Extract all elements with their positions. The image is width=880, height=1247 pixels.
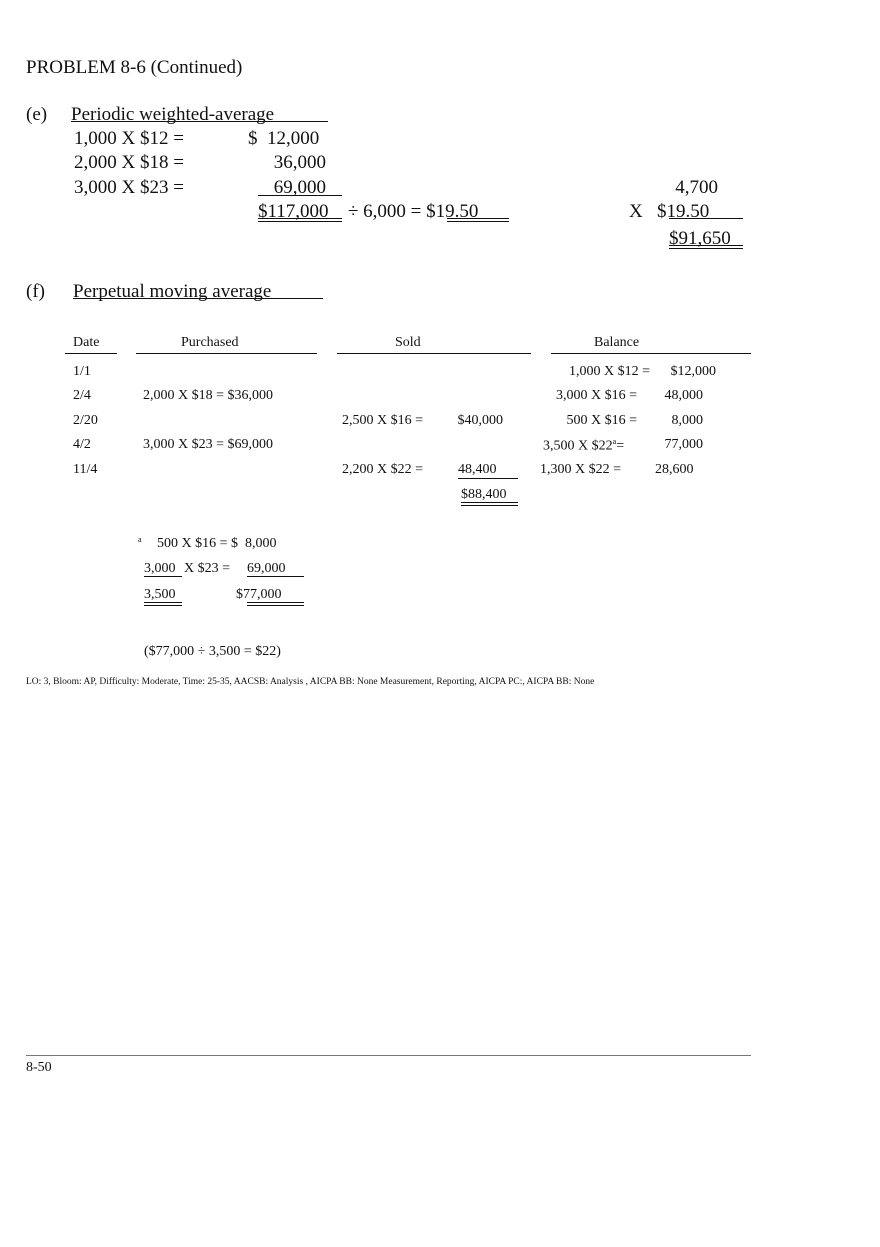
footnote-line-1: 500 X $16 = $ 8,000 xyxy=(157,536,277,551)
part-e-heading: Periodic weighted-average xyxy=(71,104,275,125)
col-rule-sold xyxy=(337,353,531,354)
footer-rule xyxy=(26,1055,751,1056)
sold-total: $88,400 xyxy=(461,487,507,502)
table-row-1-balance-amount: $12,000 xyxy=(670,364,716,379)
part-e-times: X xyxy=(629,201,643,222)
part-e-result: $91,650 xyxy=(669,228,731,249)
footnote-a-marker: a xyxy=(138,535,142,544)
col-header-balance: Balance xyxy=(594,335,640,350)
table-row-5-sold-amount: 48,400 xyxy=(458,462,497,477)
part-e-row-3-amount: 69,000 xyxy=(273,177,326,198)
table-row-5-balance-calc: 1,300 X $22 = xyxy=(540,462,622,477)
table-row-3-sold-calc: 2,500 X $16 = xyxy=(342,413,424,428)
table-row-5-date: 11/4 xyxy=(73,462,98,477)
footnote-line-3-amount: $77,000 xyxy=(236,587,282,602)
col-rule-date xyxy=(65,353,117,354)
part-e-result-double-underline xyxy=(669,245,743,249)
table-row-3-balance-amount: 8,000 xyxy=(671,413,703,428)
footnote-average-calc: ($77,000 ÷ 3,500 = $22) xyxy=(144,644,281,659)
table-row-1-balance-calc: 1,000 X $12 = xyxy=(568,364,650,379)
col-rule-balance xyxy=(551,353,751,354)
part-e-row-3-calc: 3,000 X $23 = xyxy=(74,177,184,198)
table-row-5-balance-amount: 28,600 xyxy=(655,462,694,477)
table-row-4-balance-calc: 3,500 X $\$22^a=$ xyxy=(543,437,625,454)
footnote-line-2-qty-underline xyxy=(144,576,182,577)
table-row-4-purchased: 3,000 X $23 = $69,000 xyxy=(143,437,274,452)
part-e-division: ÷ 6,000 = $19.50 xyxy=(348,201,479,222)
part-e-avg-double-underline xyxy=(447,218,509,222)
table-row-2-date: 2/4 xyxy=(73,388,91,403)
col-rule-purchased xyxy=(136,353,317,354)
sold-subtotal-underline xyxy=(458,478,518,479)
part-e-row-1-calc: 1,000 X $12 = xyxy=(74,128,184,149)
table-row-2-purchased: 2,000 X $18 = $36,000 xyxy=(143,388,274,403)
footnote-line-2-amount: 69,000 xyxy=(247,561,286,576)
table-row-2-balance-calc: 3,000 X $16 = xyxy=(555,388,637,403)
page-title: PROBLEM 8-6 (Continued) xyxy=(26,57,243,78)
metadata-line: LO: 3, Bloom: AP, Difficulty: Moderate, Time: 25-35, AACSB: Analysis , AICPA BB: None Measurement, Reporting, AICPA PC:, AICPA BB: None xyxy=(26,677,595,687)
part-e-unit-cost-underline xyxy=(669,218,743,219)
part-e-heading-underline xyxy=(71,121,328,122)
footnote-line-3-amount-double-underline xyxy=(247,602,304,606)
footnote-line-3-qty-double-underline xyxy=(144,602,182,606)
footnote-line-2-amount-underline xyxy=(247,576,304,577)
part-f-heading: Perpetual moving average xyxy=(73,281,272,302)
part-e-subtotal-underline xyxy=(258,195,342,196)
part-f-heading-underline xyxy=(73,298,323,299)
part-e-total-double-underline xyxy=(258,218,342,222)
part-e-unit-cost: $19.50 xyxy=(657,201,710,222)
footnote-line-3-qty: 3,500 xyxy=(144,587,176,602)
sold-total-double-underline xyxy=(461,502,518,506)
table-row-5-sold-calc: 2,200 X $22 = xyxy=(342,462,424,477)
part-e-row-2-amount: 36,000 xyxy=(273,152,326,173)
col-header-date: Date xyxy=(73,335,100,350)
footnote-line-2-rest: X $23 = xyxy=(184,561,231,576)
part-e-label: (e) xyxy=(26,104,48,125)
table-row-1-date: 1/1 xyxy=(73,364,91,379)
part-e-total: $117,000 xyxy=(258,201,329,222)
col-header-sold: Sold xyxy=(395,335,421,350)
table-row-4-date: 4/2 xyxy=(73,437,91,452)
footnote-marker-a: a xyxy=(612,437,617,446)
table-row-3-date: 2/20 xyxy=(73,413,98,428)
table-row-3-sold-amount: $40,000 xyxy=(457,413,503,428)
table-row-4-balance-amount: 77,000 xyxy=(664,437,703,452)
col-header-purchased: Purchased xyxy=(181,335,239,350)
part-e-row-2-calc: 2,000 X $18 = xyxy=(74,152,184,173)
part-e-units: 4,700 xyxy=(675,177,718,198)
page-number: 8-50 xyxy=(26,1060,52,1075)
table-row-2-balance-amount: 48,000 xyxy=(664,388,703,403)
table-row-3-balance-calc: 500 X $16 = xyxy=(566,413,637,428)
footnote-line-2-qty: 3,000 xyxy=(144,561,176,576)
part-e-row-1-amount: $ 12,000 xyxy=(248,128,320,149)
part-f-label: (f) xyxy=(26,281,45,302)
